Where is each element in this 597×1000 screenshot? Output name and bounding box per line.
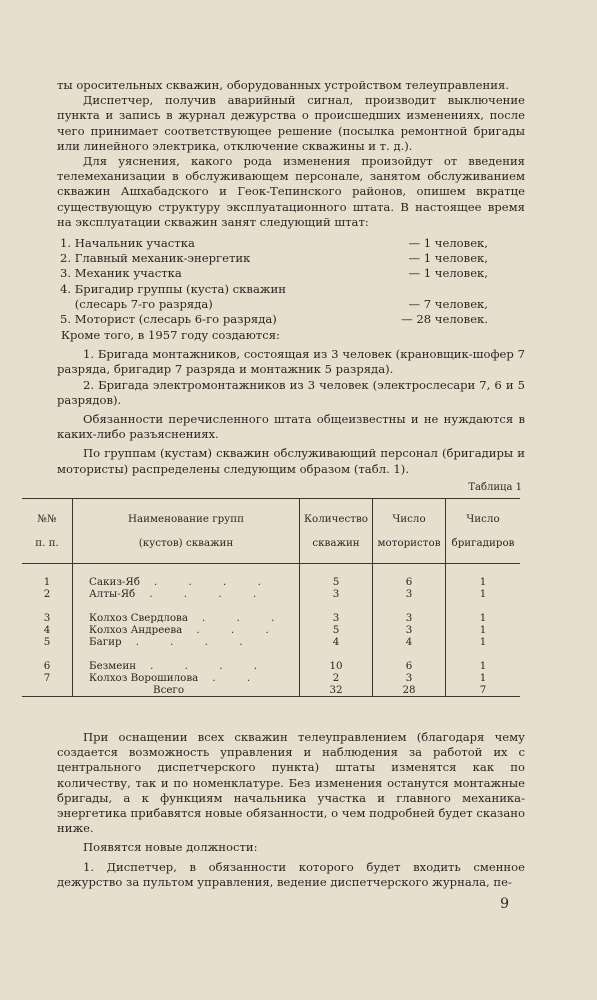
page-number: 9 <box>500 896 509 912</box>
paragraph-dispatcher: Диспетчер, получив аварийный сигнал, производит выключение пункта и запись в журнал дежурства о происшедших изменениях, после чего принимает соответствующее решение (посылка ремонтной бригады или линейного электрика, отключение скважины и т. д.). <box>57 93 525 153</box>
paragraph-distribution: По группам (кустам) скважин обслуживающий персонал (бригадиры и мотористы) распределены следующим образом (табл. 1). <box>57 446 525 476</box>
paragraph-duties: Обязанности перечисленного штата общеизвестны и не нуждаются в каких-либо разъяснениях. <box>57 412 525 442</box>
staff-table <box>22 498 520 697</box>
staff-list <box>60 236 488 327</box>
bottom-text-block <box>57 730 525 890</box>
mid-text-block <box>57 328 525 477</box>
paragraph-continuation: ты оросительных скважин, оборудованных устройством телеуправления. <box>57 78 509 92</box>
paragraph-brigade-2: 2. Бригада электромонтажников из 3 человек (электрослесари 7, 6 и 5 разрядов). <box>57 377 525 407</box>
paragraph-new-positions: Появятся новые должности: <box>83 840 258 855</box>
paragraph-staff-intro: Для уяснения, какого рода изменения произойдут от введения телемеханизации в обслуживающем персонале, занятом обслуживанием скважин Ашхабадского и Геок-Тепинского районов, опишем вкратце существующую структуру эксплуатационного штата. В настоящее время на эксплуатации скважин занят следующий штат: <box>57 154 525 229</box>
header-wells: Количество скважин <box>300 499 373 564</box>
table-total-row: Всего 32 28 7 <box>22 684 520 697</box>
staff-row: 4. Бригадир группы (куста) скважин <box>60 281 286 296</box>
header-brigadiers: Число бригадиров <box>446 499 521 564</box>
staff-row: 1. Начальник участка — 1 человек, <box>60 236 488 250</box>
header-number: №№ п. п. <box>22 499 73 564</box>
table-header-row <box>22 499 520 564</box>
table-caption: Таблица 1 <box>468 482 522 493</box>
staff-row: 5. Моторист (слесарь 6-го разряда) — 28 человек. <box>60 311 488 326</box>
header-motorists: Число мотористов <box>373 499 446 564</box>
table-row: 1 Сакиз-Яб . . . . 5 6 1 <box>22 576 520 588</box>
staff-row: (слесарь 7-го разряда) — 7 человек, <box>60 296 488 311</box>
table-row: 6 Безмеин . . . . 10 6 1 <box>22 660 520 672</box>
table-row: 7 Колхоз Ворошилова . . 2 3 1 <box>22 672 520 684</box>
header-name: Наименование групп (кустов) скважин <box>73 499 300 564</box>
paragraph-telecontrol: При оснащении всех скважин телеуправлением (благодаря чему создается возможность управления и наблюдения за работой их с центрального диспетчерского пункта) штаты изменятся как по количеству, так и по номенклатуре. Без изменения останутся монтажные бригады, а к функциям начальника участка и главного механика-энергетика прибавятся новые обязанности, о чем подробней будет сказано ниже. <box>57 730 525 836</box>
paragraph-dispatcher-duties: 1. Диспетчер, в обязанности которого будет входить сменное дежурство за пультом управления, ведение диспетчерского журнала, пе- <box>57 859 525 889</box>
table-row: 4 Колхоз Андреева . . . 5 3 1 <box>22 624 520 636</box>
paragraph-additionally: Кроме того, в 1957 году создаются: <box>61 328 280 342</box>
table-row: 3 Колхоз Свердлова . . . 3 3 1 <box>22 612 520 624</box>
table-row: 5 Багир . . . . 4 4 1 <box>22 636 520 648</box>
staff-row: 3. Механик участка — 1 человек, <box>60 266 488 281</box>
paragraph-brigade-1: 1. Бригада монтажников, состоящая из 3 человек (крановщик-шофер 7 разряда, бригадир 7 разряда и монтажник 5 разряда). <box>57 347 525 377</box>
table-row: 2 Алты-Яб . . . . 3 3 1 <box>22 588 520 600</box>
top-text-block <box>57 78 525 230</box>
staff-row: 2. Главный механик-энергетик — 1 человек, <box>60 251 488 266</box>
